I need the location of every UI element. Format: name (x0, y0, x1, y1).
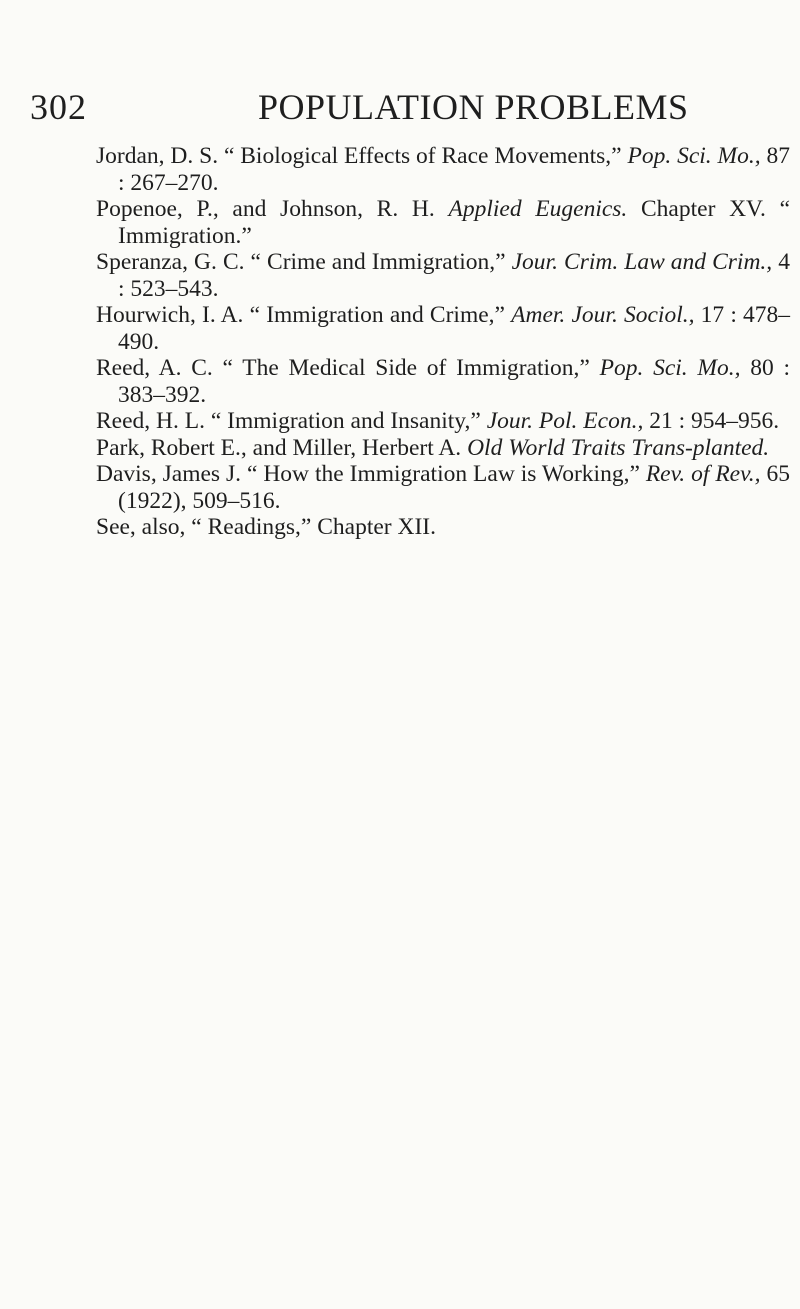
reference-entry: Jordan, D. S. “ Biological Effects of Race Movements,” Pop. Sci. Mo., 87 : 267–270. (96, 143, 791, 196)
reference-entry: Reed, A. C. “ The Medical Side of Immigration,” Pop. Sci. Mo., 80 : 383–392. (96, 355, 790, 408)
reference-entry: Davis, James J. “ How the Immigration Law is Working,” Rev. of Rev., 65 (1922), 509–516. (96, 461, 790, 514)
reference-entry: See, also, “ Readings,” Chapter XII. (96, 514, 436, 540)
page-number: 302 (30, 87, 87, 127)
reference-entry: Hourwich, I. A. “ Immigration and Crime,” Amer. Jour. Sociol., 17 : 478–490. (96, 302, 791, 355)
reference-entry: Speranza, G. C. “ Crime and Immigration,” Jour. Crim. Law and Crim., 4 : 523–543. (96, 249, 790, 302)
reference-entry: Reed, H. L. “ Immigration and Insanity,” Jour. Pol. Econ., 21 : 954–956. (96, 408, 780, 434)
reference-entry: Popenoe, P., and Johnson, R. H. Applied Eugenics. Chapter XV. “ Immigration.” (96, 196, 791, 249)
reference-entry: Park, Robert E., and Miller, Herbert A. Old World Traits Trans-planted. (96, 434, 770, 461)
running-title: POPULATION PROBLEMS (258, 87, 689, 127)
reference-list (96, 143, 790, 541)
